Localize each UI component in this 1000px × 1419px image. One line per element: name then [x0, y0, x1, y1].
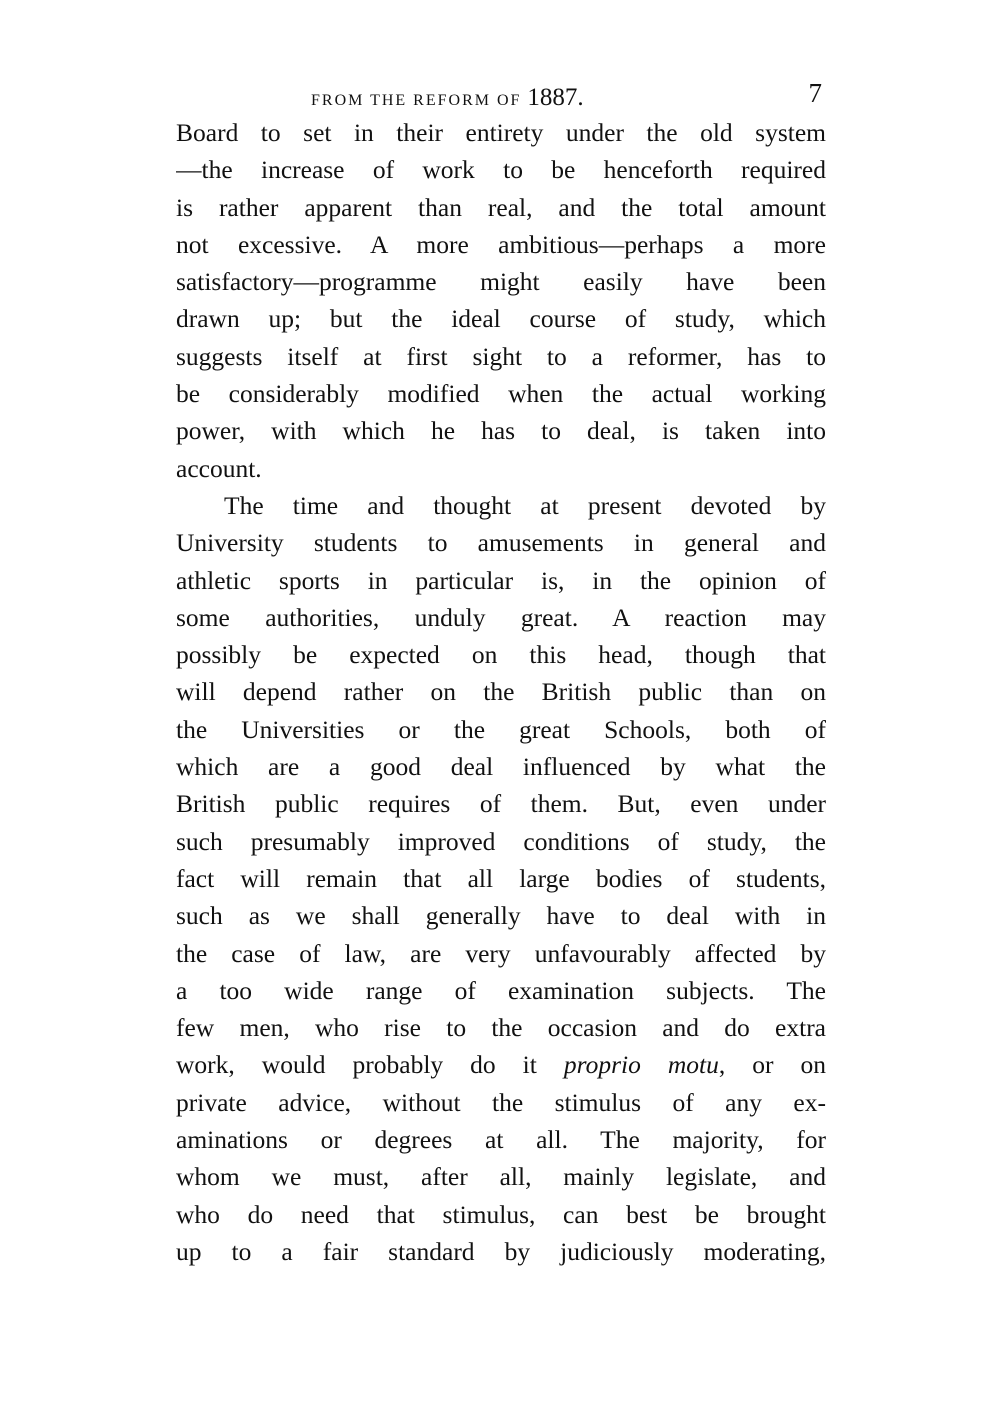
text-line: a too wide range of examination subjects. The	[176, 975, 826, 1005]
text-line: University students to amusements in general and	[176, 528, 826, 558]
paragraph-1	[176, 114, 826, 487]
running-title	[311, 84, 584, 112]
text-line: the Universities or the great Schools, both of	[176, 714, 826, 744]
text-line: athletic sports in particular is, in the opinion of	[176, 565, 826, 595]
running-title-text: FROM THE REFORM OF	[311, 92, 522, 109]
text-line: drawn up; but the ideal course of study, which	[176, 304, 826, 334]
text-line: British public requires of them. But, even under	[176, 789, 826, 819]
book-page	[176, 78, 826, 1270]
running-header	[176, 78, 826, 114]
text-line: whom we must, after all, mainly legislate, and	[176, 1162, 826, 1192]
text-line: who do need that stimulus, can best be brought	[176, 1199, 826, 1229]
text-line: suggests itself at first sight to a reformer, has to	[176, 341, 826, 371]
text-line: work, would probably do it proprio motu, or on	[176, 1050, 826, 1080]
text-line: will depend rather on the British public than on	[176, 677, 826, 707]
text-line: be considerably modified when the actual working	[176, 379, 826, 409]
page-number: 7	[808, 78, 822, 108]
text-line: —the increase of work to be henceforth required	[176, 155, 826, 185]
text-line: few men, who rise to the occasion and do extra	[176, 1013, 826, 1043]
text-line: account.	[176, 453, 262, 483]
text-line: The time and thought at present devoted by	[224, 490, 826, 520]
text-line: the case of law, are very unfavourably affected by	[176, 938, 826, 968]
text-line: some authorities, unduly great. A reaction may	[176, 602, 826, 632]
text-line: is rather apparent than real, and the total amount	[176, 192, 826, 222]
text-line: aminations or degrees at all. The majority, for	[176, 1125, 826, 1155]
text-line: not excessive. A more ambitious—perhaps a more	[176, 229, 826, 259]
text-line: fact will remain that all large bodies of students,	[176, 863, 826, 893]
text-line: such presumably improved conditions of study, the	[176, 826, 826, 856]
text-line: possibly be expected on this head, though that	[176, 640, 826, 670]
text-line: Board to set in their entirety under the old system	[176, 118, 826, 147]
text-line: power, with which he has to deal, is taken into	[176, 416, 826, 446]
running-title-year: 1887.	[527, 84, 584, 111]
text-line: satisfactory—programme might easily have been	[176, 267, 826, 297]
text-line: private advice, without the stimulus of any ex-	[176, 1087, 826, 1117]
text-line: which are a good deal influenced by what the	[176, 752, 826, 782]
italic-phrase: proprio motu	[563, 1050, 719, 1080]
paragraph-2	[176, 487, 826, 1270]
text-line: such as we shall generally have to deal with in	[176, 901, 826, 931]
text-line: up to a fair standard by judiciously moderating,	[176, 1236, 826, 1266]
